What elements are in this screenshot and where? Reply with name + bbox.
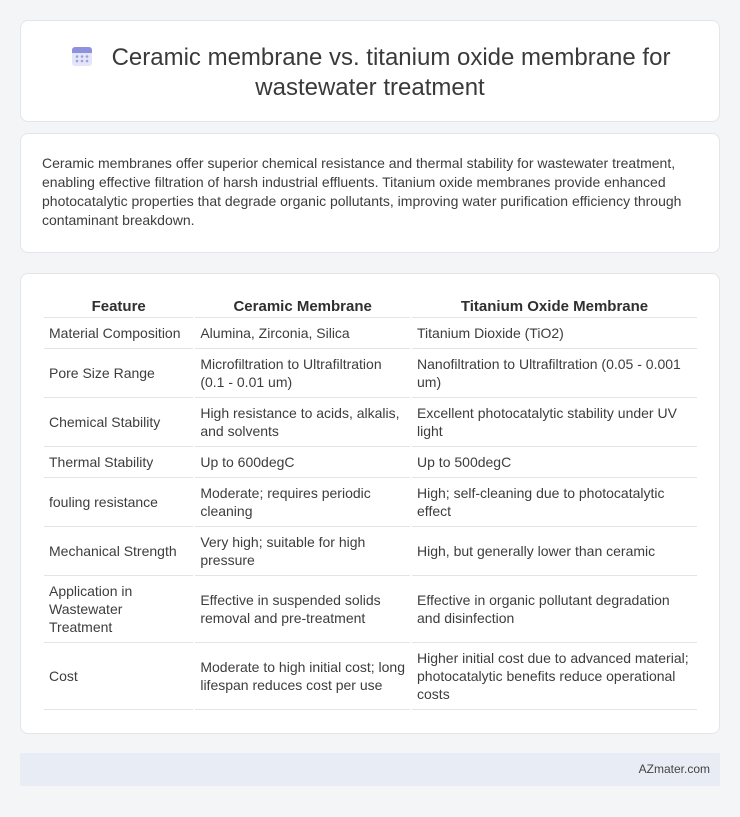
table-cell: Material Composition bbox=[44, 318, 193, 349]
table-cell: Moderate; requires periodic cleaning bbox=[195, 478, 410, 527]
table-row bbox=[44, 318, 697, 349]
table-cell: fouling resistance bbox=[44, 478, 193, 527]
table-cell: Up to 500degC bbox=[412, 447, 697, 478]
summary-paragraph: Ceramic membranes offer superior chemical resistance and thermal stability for wastewater treatment, enabling effective filtration of harsh industrial effluents. Titanium oxide membranes provide enhanced photocatalytic properties that degrade organic pollutants, improving water purification efficiency through contaminant breakdown. bbox=[42, 155, 682, 228]
table-cell: Up to 600degC bbox=[195, 447, 410, 478]
table-cell: Chemical Stability bbox=[44, 398, 193, 447]
summary-card bbox=[20, 133, 720, 253]
table-cell: Effective in organic pollutant degradation and disinfection bbox=[412, 576, 697, 643]
page-title-text: Ceramic membrane vs. titanium oxide membrane for wastewater treatment bbox=[111, 44, 671, 101]
table-cell: Thermal Stability bbox=[44, 447, 193, 478]
table-cell: Pore Size Range bbox=[44, 349, 193, 398]
table-cell: Moderate to high initial cost; long lifespan reduces cost per use bbox=[195, 643, 410, 710]
table-cell: Titanium Dioxide (TiO2) bbox=[412, 318, 697, 349]
table-row bbox=[44, 398, 697, 447]
title-card bbox=[20, 20, 720, 122]
table-cell: Higher initial cost due to advanced material; photocatalytic benefits reduce operational costs bbox=[412, 643, 697, 710]
table-row bbox=[44, 527, 697, 576]
column-header: Feature bbox=[44, 295, 193, 318]
table-card bbox=[20, 273, 720, 734]
footer-bar bbox=[20, 753, 720, 786]
table-row bbox=[44, 643, 697, 710]
table-row bbox=[44, 478, 697, 527]
table-cell: High; self-cleaning due to photocatalytic effect bbox=[412, 478, 697, 527]
table-row bbox=[44, 349, 697, 398]
table-cell: Microfiltration to Ultrafiltration (0.1 - 0.01 um) bbox=[195, 349, 410, 398]
table-cell: Application in Wastewater Treatment bbox=[44, 576, 193, 643]
table-cell: Mechanical Strength bbox=[44, 527, 193, 576]
page-title bbox=[21, 43, 719, 103]
table-cell: Excellent photocatalytic stability under UV light bbox=[412, 398, 697, 447]
table-row bbox=[44, 447, 697, 478]
table-cell: Cost bbox=[44, 643, 193, 710]
calendar-grid-icon bbox=[70, 44, 94, 68]
table-cell: Effective in suspended solids removal and pre-treatment bbox=[195, 576, 410, 643]
footer-site-link[interactable]: AZmater.com bbox=[638, 762, 710, 776]
column-header: Ceramic Membrane bbox=[195, 295, 410, 318]
column-header: Titanium Oxide Membrane bbox=[412, 295, 697, 318]
table-cell: Very high; suitable for high pressure bbox=[195, 527, 410, 576]
table-row bbox=[44, 576, 697, 643]
table-cell: High, but generally lower than ceramic bbox=[412, 527, 697, 576]
table-header-row bbox=[44, 295, 697, 318]
table-cell: High resistance to acids, alkalis, and solvents bbox=[195, 398, 410, 447]
comparison-table bbox=[42, 295, 699, 710]
table-cell: Nanofiltration to Ultrafiltration (0.05 - 0.001 um) bbox=[412, 349, 697, 398]
table-cell: Alumina, Zirconia, Silica bbox=[195, 318, 410, 349]
